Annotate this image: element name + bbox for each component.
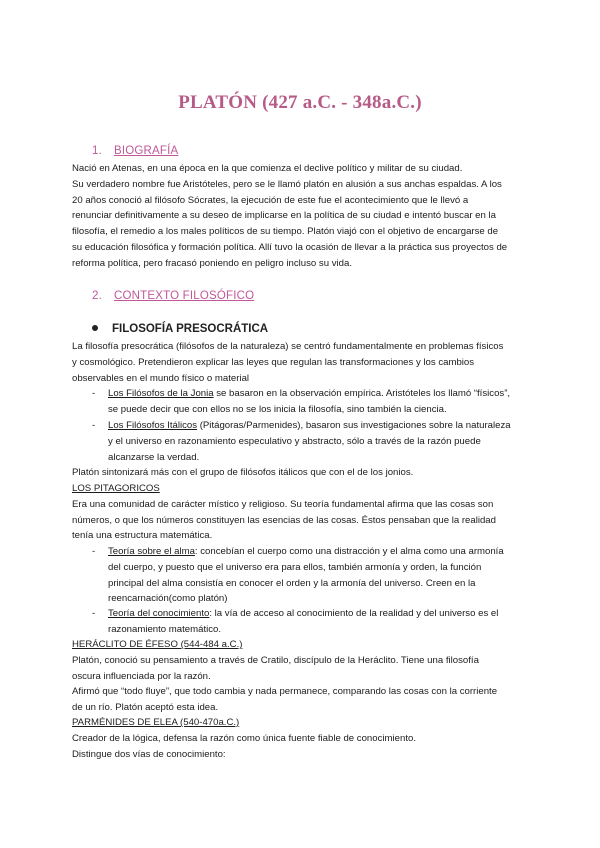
paragraph-line: filosofía, el remedio a los males políticos de su tiempo. Platón viajó con el objetivo de encargarse de (72, 226, 499, 238)
section-heading-contexto (92, 290, 254, 302)
list-line: razonamiento matemático. (108, 623, 222, 635)
dash-marker: - (92, 388, 96, 399)
list-item-italicos (92, 418, 532, 465)
dash-marker: - (92, 608, 96, 619)
presocratica-intro (72, 339, 527, 386)
heraclito-section (72, 637, 527, 716)
section-number: 2. (92, 290, 102, 302)
subheading-presocratica (92, 323, 268, 335)
list-line: reencarnación(como platón) (108, 593, 228, 605)
list-item-conocimiento (92, 606, 532, 638)
subsection-heading: PARMÉNIDES DE ELEA (540-470a.C.) (72, 717, 240, 728)
term-text: : concebían el cuerpo como una distracción y el alma como una armonía (194, 546, 504, 557)
subsection-heading: LOS PITAGORICOS (72, 483, 160, 494)
biography-paragraph (72, 161, 527, 272)
paragraph-line: renunciar definitivamente a su deseo de implicarse en la política de su ciudad e intentó buscar en la (72, 210, 496, 222)
section-label: CONTEXTO FILOSÓFICO (114, 290, 255, 302)
presocratica-closing (72, 465, 527, 481)
term-label: Teoría sobre el alma (108, 546, 195, 557)
paragraph-line: reforma política, pero fracasó poniendo en peligro incluso su vida. (72, 257, 352, 269)
list-line: se puede decir que con ellos no se los inicia la filosofía, sino también la ciencia. (108, 403, 447, 415)
paragraph-line: de un río. Platón aceptó esta idea. (72, 702, 219, 714)
term-text: se basaron en la observación empírica. Aristóteles los llamó “físicos”, (213, 388, 511, 399)
section-label: BIOGRAFÍA (114, 145, 179, 157)
list-item-jonia (92, 386, 532, 418)
term-text: (Pitágoras/Parmenides), basaron sus investigaciones sobre la naturaleza (197, 420, 511, 431)
bullet-dot-icon (92, 325, 98, 331)
subheading-label: FILOSOFÍA PRESOCRÁTICA (112, 323, 269, 335)
list-line: principal del alma consistía en conocer el orden y la armonía del universo. Creen en la (108, 577, 476, 589)
term-label: Los Filósofos Itálicos (108, 420, 198, 431)
dash-marker: - (92, 546, 96, 557)
dash-marker: - (92, 420, 96, 431)
paragraph-line: y cosmológico. Pretendieron explicar las leyes que regulan las transformaciones y los cambios (72, 356, 475, 368)
paragraph-line: números, o que los números constituyen las esencias de las cosas. Éstos pensaban que la realidad (72, 514, 496, 526)
term-label: Los Filósofos de la Jonia (108, 388, 214, 399)
paragraph-line: La filosofía presocrática (filósofos de la naturaleza) se centró fundamentalmente en problemas físicos (72, 341, 504, 352)
subsection-heading: HERÁCLITO DE ÉFESO (544-484 a.C.) (72, 639, 243, 650)
section-number: 1. (92, 145, 102, 157)
paragraph-line: Platón sintonizará más con el grupo de filósofos itálicos que con el de los jonios. (72, 467, 414, 478)
pitagoricos-section (72, 481, 527, 544)
paragraph-line: Nació en Atenas, en una época en la que comienza el declive político y militar de su ciudad. (72, 163, 463, 174)
paragraph-line: 20 años conoció al filósofo Sócrates, la ejecución de este fue el acontecimiento que le llevó a (72, 194, 469, 206)
list-item-alma (92, 544, 532, 607)
parmenides-section (72, 715, 527, 762)
document-title: PLATÓN (427 a.C. - 348a.C.) (178, 92, 422, 113)
paragraph-line: observables en el mundo físico o material (72, 372, 250, 384)
list-line: y el universo en razonamiento especulativo y abstracto, sólo a través de la razón puede (108, 435, 481, 447)
term-label: Teoría del conocimiento (108, 608, 210, 619)
paragraph-line: Su verdadero nombre fue Aristóteles, pero se le llamó platón en alusión a sus anchas espaldas. A los (72, 178, 502, 190)
term-text: : la vía de acceso al conocimiento de la realidad y del universo es el (209, 608, 499, 619)
section-heading-biografia (92, 145, 178, 157)
paragraph-line: Afirmó que “todo fluye”, que todo cambia y nada permanece, comparando las cosas con la corriente (72, 686, 498, 698)
paragraph-line: Creador de la lógica, defensa la razón como única fuente fiable de conocimiento. (72, 732, 416, 744)
paragraph-line: Era una comunidad de carácter místico y religioso. Su teoría fundamental afirma que las cosas son (72, 498, 494, 510)
paragraph-line: tenía una estructura matemática. (72, 530, 213, 542)
paragraph-line: Platón, conoció su pensamiento a través de Cratilo, discípulo de la Heráclito. Tiene una filosofía (72, 654, 479, 666)
list-line: alcanzarse la verdad. (108, 451, 200, 463)
list-line: del cuerpo, y puesto que el universo era para ellos, también armonía y orden, la función (108, 561, 482, 573)
paragraph-line: Distingue dos vías de conocimiento: (72, 748, 226, 760)
paragraph-line: su educación filosófica y formación política. Allí tuvo la ocasión de llevar a la práctica sus proyectos de (72, 241, 508, 253)
paragraph-line: oscura influenciada por la razón. (72, 670, 211, 682)
